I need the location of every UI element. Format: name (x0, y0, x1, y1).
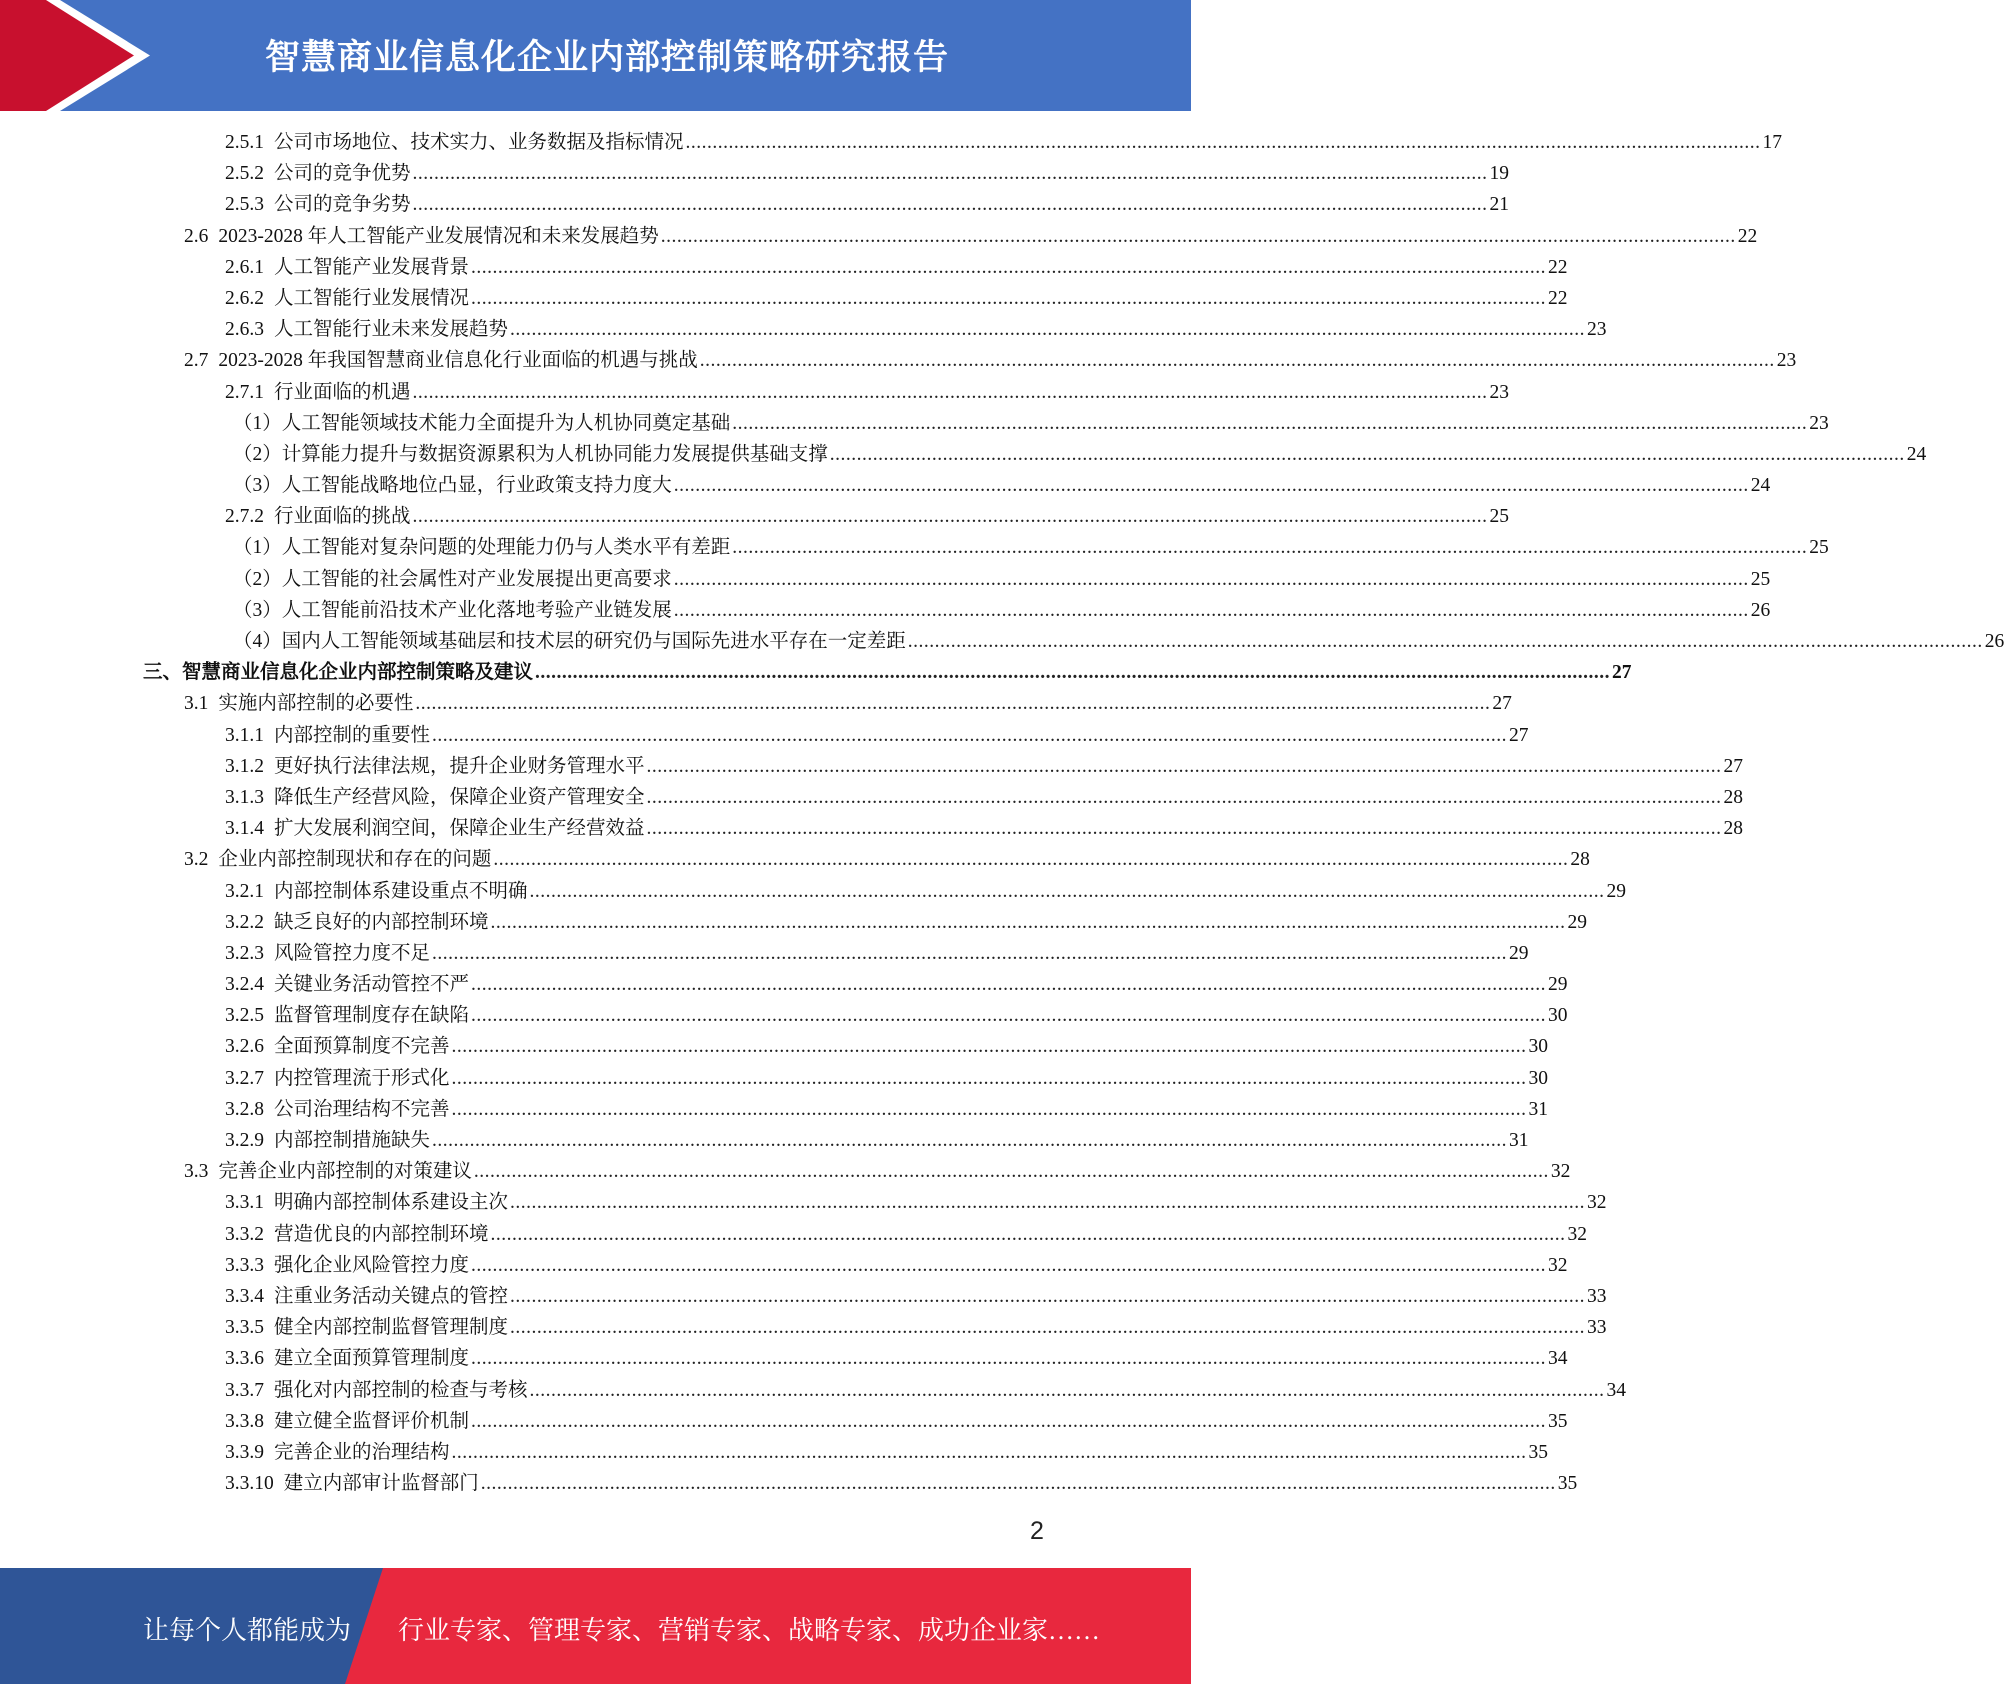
toc-entry-title: 风险管控力度不足 (274, 942, 431, 964)
toc-entry-title: 健全内部控制监督管理制度 (274, 1317, 509, 1339)
toc-entry-number: 3.1.1 (225, 724, 264, 746)
page-number: 2 (1030, 1517, 1044, 1545)
toc-entry[interactable] (0, 127, 1783, 158)
toc-entry-page: 23 (1587, 319, 1607, 341)
toc-entry-page: 35 (1557, 1473, 1578, 1495)
toc-leader-dots: ........................................................................................................................................................................................................ (412, 194, 1488, 216)
toc-entry-title: 公司的竞争劣势 (274, 194, 411, 216)
toc-entry-page: 27 (1612, 662, 1632, 684)
toc-entry[interactable] (0, 1343, 1568, 1374)
toc-entry-page: 32 (1567, 1223, 1588, 1245)
toc-entry-number: 3.2.1 (225, 880, 264, 902)
toc-entry-page: 33 (1587, 1317, 1607, 1339)
toc-entry-page: 22 (1548, 287, 1568, 309)
toc-entry-page: 29 (1509, 942, 1529, 964)
toc-entry[interactable] (0, 626, 2004, 657)
toc-leader-dots: ........................................................................................................................................................................................................ (490, 1223, 1566, 1245)
toc-leader-dots: ........................................................................................................................................................................................................ (510, 1285, 1586, 1307)
toc-entry-page: 29 (1567, 911, 1588, 933)
toc-entry-number: 3.2.3 (225, 942, 264, 964)
toc-entry[interactable] (0, 408, 1829, 439)
toc-entry-title: 智慧商业信息化企业内部控制策略及建议 (182, 662, 534, 684)
toc-leader-dots: ........................................................................................................................................................................................................ (480, 1473, 1556, 1495)
toc-entry-number: 3.2.8 (225, 1098, 264, 1120)
toc-entry-page: 24 (1750, 475, 1771, 497)
toc-entry-title: 建立健全监督评价机制 (274, 1410, 470, 1432)
toc-entry-page: 27 (1723, 755, 1744, 777)
toc-entry-title: 更好执行法律法规，提升企业财务管理水平 (274, 755, 645, 777)
toc-entry-number: 3.3.7 (225, 1379, 264, 1401)
toc-entry-title: 降低生产经营风险，保障企业资产管理安全 (274, 786, 645, 808)
toc-entry-title: 内部控制的重要性 (274, 724, 431, 746)
toc-entry-number: 2.6.1 (225, 256, 264, 278)
toc-leader-dots: ........................................................................................................................................................................................................ (646, 818, 1722, 840)
toc-leader-dots: ........................................................................................................................................................................................................ (451, 1036, 1527, 1058)
toc-entry-page: 26 (1984, 631, 2004, 652)
toc-leader-dots: ........................................................................................................................................................................................................ (660, 225, 1736, 247)
toc-entry-page: 27 (1509, 724, 1529, 746)
toc-entry-page: 28 (1723, 818, 1744, 840)
toc-entry[interactable] (0, 1375, 1627, 1406)
toc-leader-dots: ........................................................................................................................................................................................................ (907, 631, 1983, 652)
toc-entry-number: 3.2.7 (225, 1067, 264, 1089)
toc-entry-page: 33 (1587, 1285, 1607, 1307)
toc-entry[interactable] (0, 345, 1797, 376)
toc-entry-title: 监督管理制度存在缺陷 (274, 1005, 470, 1027)
toc-entry-title: 人工智能战略地位凸显，行业政策支持力度大 (281, 475, 672, 497)
toc-entry-number: 3.2.2 (225, 911, 264, 933)
toc-leader-dots: ........................................................................................................................................................................................................ (412, 163, 1488, 185)
document-title: 智慧商业信息化企业内部控制策略研究报告 (265, 38, 950, 78)
toc-entry-number: 3.2.4 (225, 974, 264, 996)
toc-leader-dots: ........................................................................................................................................................................................................ (432, 724, 1508, 746)
toc-entry-page: 26 (1750, 599, 1771, 621)
toc-entry-number: 3.3.8 (225, 1410, 264, 1432)
toc-entry-title: 实施内部控制的必要性 (218, 693, 414, 715)
toc-entry[interactable] (0, 564, 1771, 595)
toc-leader-dots: ........................................................................................................................................................................................................ (510, 319, 1586, 341)
toc-entry-number: （4） (233, 631, 282, 652)
toc-entry-number: 3.3.1 (225, 1192, 264, 1214)
toc-entry[interactable] (0, 688, 1512, 719)
toc-leader-dots: ........................................................................................................................................................................................................ (412, 506, 1488, 528)
toc-entry-number: 2.6.2 (225, 287, 264, 309)
toc-entry[interactable] (0, 1250, 1568, 1281)
toc-entry-page: 30 (1528, 1067, 1549, 1089)
toc-entry-number: 3.2.5 (225, 1005, 264, 1027)
toc-entry[interactable] (0, 1063, 1549, 1094)
toc-leader-dots: ........................................................................................................................................................................................................ (529, 880, 1605, 902)
toc-entry-page: 23 (1489, 381, 1510, 403)
toc-entry-number: 3.1.4 (225, 818, 264, 840)
toc-entry-page: 22 (1548, 256, 1568, 278)
toc-entry-number: （3） (233, 475, 282, 497)
toc-leader-dots: ........................................................................................................................................................................................................ (673, 599, 1749, 621)
toc-entry-page: 32 (1548, 1254, 1568, 1276)
footer-slogan-left: 让每个人都能成为 (143, 1616, 352, 1645)
table-of-contents (0, 127, 2004, 1499)
toc-leader-dots: ........................................................................................................................................................................................................ (471, 287, 1547, 309)
toc-entry-page: 34 (1606, 1379, 1627, 1401)
toc-entry[interactable] (0, 158, 1510, 189)
toc-entry-page: 35 (1548, 1410, 1568, 1432)
toc-entry-number: 3.1 (184, 693, 209, 715)
toc-leader-dots: ........................................................................................................................................................................................................ (685, 132, 1761, 153)
toc-entry[interactable] (0, 1156, 1571, 1187)
toc-entry[interactable] (0, 969, 1568, 1000)
toc-entry-number: 3.1.2 (225, 755, 264, 777)
toc-entry-title: 建立内部审计监督部门 (283, 1473, 479, 1495)
toc-entry-title: 注重业务活动关键点的管控 (274, 1285, 509, 1307)
toc-entry-number: 3.2.6 (225, 1036, 264, 1058)
toc-leader-dots: ........................................................................................................................................................................................................ (451, 1098, 1527, 1120)
toc-leader-dots: ........................................................................................................................................................................................................ (471, 1005, 1547, 1027)
toc-entry-number: （1） (233, 537, 282, 559)
toc-entry-number: 3.2 (184, 849, 209, 871)
footer-slogan-right: 行业专家、管理专家、营销专家、战略专家、成功企业家…… (398, 1616, 1101, 1645)
toc-leader-dots: ........................................................................................................................................................................................................ (493, 849, 1569, 871)
toc-entry-title: 内部控制措施缺失 (274, 1130, 431, 1151)
toc-entry-page: 30 (1548, 1005, 1568, 1027)
toc-entry[interactable] (0, 470, 1771, 501)
toc-leader-dots: ........................................................................................................................................................................................................ (415, 693, 1491, 715)
toc-entry-page: 28 (1723, 786, 1744, 808)
toc-entry-page: 29 (1548, 974, 1568, 996)
toc-entry-title: 国内人工智能领域基础层和技术层的研究仍与国际先进水平存在一定差距 (281, 631, 906, 652)
toc-entry-title: 全面预算制度不完善 (274, 1036, 450, 1058)
toc-entry[interactable] (0, 221, 1758, 252)
toc-entry-page: 31 (1509, 1130, 1529, 1151)
toc-entry-title: 扩大发展利润空间，保障企业生产经营效益 (274, 818, 645, 840)
toc-entry[interactable] (0, 938, 1529, 969)
toc-leader-dots: ........................................................................................................................................................................................................ (490, 911, 1566, 933)
toc-entry-title: 强化对内部控制的检查与考核 (274, 1379, 528, 1401)
toc-entry-title: 公司的竞争优势 (274, 163, 411, 185)
toc-entry-page: 23 (1809, 412, 1829, 434)
toc-leader-dots: ........................................................................................................................................................................................................ (510, 1192, 1586, 1214)
toc-leader-dots: ........................................................................................................................................................................................................ (535, 662, 1611, 684)
toc-leader-dots: ........................................................................................................................................................................................................ (451, 1441, 1527, 1463)
toc-entry-number: 3.3.6 (225, 1348, 264, 1370)
toc-entry-number: （3） (233, 599, 282, 621)
toc-entry[interactable] (0, 1000, 1568, 1031)
toc-entry[interactable] (0, 720, 1529, 751)
toc-entry-page: 19 (1489, 163, 1510, 185)
toc-entry-number: 3.3.3 (225, 1254, 264, 1276)
toc-entry[interactable] (0, 1187, 1607, 1218)
toc-entry[interactable] (0, 782, 1744, 813)
toc-entry-number: 3.3.4 (225, 1285, 264, 1307)
toc-entry-number: 2.6.3 (225, 319, 264, 341)
footer-band (0, 1568, 1191, 1684)
toc-entry-title: 人工智能行业发展情况 (274, 287, 470, 309)
toc-entry[interactable] (0, 844, 1590, 875)
toc-entry[interactable] (0, 595, 1771, 626)
toc-entry-title: 内部控制体系建设重点不明确 (274, 880, 528, 902)
toc-entry-number: 2.7.1 (225, 381, 264, 403)
toc-entry[interactable] (0, 439, 1927, 470)
toc-entry[interactable] (0, 1312, 1607, 1343)
toc-entry-page: 28 (1570, 849, 1590, 871)
toc-entry-page: 31 (1528, 1098, 1549, 1120)
toc-leader-dots: ........................................................................................................................................................................................................ (646, 755, 1722, 777)
toc-entry-title: 营造优良的内部控制环境 (274, 1223, 489, 1245)
toc-entry[interactable] (0, 1094, 1549, 1125)
toc-entry-number: 2.7 (184, 350, 209, 372)
toc-entry-number: 2.7.2 (225, 506, 264, 528)
toc-entry-page: 27 (1492, 693, 1512, 715)
toc-entry-title: 2023-2028 年我国智慧商业信息化行业面临的机遇与挑战 (218, 350, 698, 372)
toc-entry[interactable] (0, 1125, 1529, 1156)
toc-leader-dots: ........................................................................................................................................................................................................ (471, 1410, 1547, 1432)
toc-entry-number: （2） (233, 443, 282, 465)
toc-entry[interactable] (0, 657, 1632, 688)
toc-entry-page: 25 (1809, 537, 1829, 559)
toc-leader-dots: ........................................................................................................................................................................................................ (471, 1348, 1547, 1370)
toc-entry-title: 缺乏良好的内部控制环境 (274, 911, 489, 933)
toc-entry-title: 关键业务活动管控不严 (274, 974, 470, 996)
toc-entry-page: 34 (1548, 1348, 1568, 1370)
toc-entry-title: 强化企业风险管控力度 (274, 1254, 470, 1276)
toc-entry-title: 人工智能前沿技术产业化落地考验产业链发展 (281, 599, 672, 621)
toc-leader-dots: ........................................................................................................................................................................................................ (471, 1254, 1547, 1276)
toc-entry[interactable] (0, 314, 1607, 345)
toc-entry-number: 3.3.2 (225, 1223, 264, 1245)
header-band (0, 0, 1191, 111)
toc-leader-dots: ........................................................................................................................................................................................................ (732, 537, 1808, 559)
toc-entry[interactable] (0, 1468, 1578, 1499)
toc-leader-dots: ........................................................................................................................................................................................................ (412, 381, 1488, 403)
toc-entry[interactable] (0, 189, 1510, 220)
toc-entry-title: 人工智能产业发展背景 (274, 256, 470, 278)
toc-entry-title: 内控管理流于形式化 (274, 1067, 450, 1089)
toc-leader-dots: ........................................................................................................................................................................................................ (673, 568, 1749, 590)
toc-leader-dots: ........................................................................................................................................................................................................ (432, 1130, 1508, 1151)
toc-entry-page: 32 (1550, 1161, 1571, 1183)
toc-entry-number: 2.6 (184, 225, 209, 247)
toc-entry[interactable] (0, 501, 1510, 532)
toc-leader-dots: ........................................................................................................................................................................................................ (510, 1317, 1586, 1339)
toc-leader-dots: ........................................................................................................................................................................................................ (473, 1161, 1549, 1183)
toc-entry-page: 23 (1776, 350, 1797, 372)
toc-leader-dots: ........................................................................................................................................................................................................ (829, 443, 1905, 465)
toc-entry-title: 计算能力提升与数据资源累积为人机协同能力发展提供基础支撑 (281, 443, 828, 465)
toc-entry[interactable] (0, 876, 1627, 907)
toc-leader-dots: ........................................................................................................................................................................................................ (471, 256, 1547, 278)
toc-entry[interactable] (0, 751, 1744, 782)
toc-entry-number: （1） (233, 412, 282, 434)
toc-leader-dots: ........................................................................................................................................................................................................ (471, 974, 1547, 996)
toc-entry[interactable] (0, 1406, 1568, 1437)
toc-leader-dots: ........................................................................................................................................................................................................ (673, 475, 1749, 497)
toc-entry-title: 完善企业的治理结构 (274, 1441, 450, 1463)
toc-entry-title: 企业内部控制现状和存在的问题 (218, 849, 492, 871)
toc-entry[interactable] (0, 377, 1510, 408)
toc-entry[interactable] (0, 532, 1829, 563)
toc-entry-number: 三、 (143, 662, 183, 684)
header-arrow-decoration (0, 0, 160, 111)
toc-entry-page: 21 (1489, 194, 1510, 216)
toc-entry-number: 3.3.9 (225, 1441, 264, 1463)
toc-entry-title: 明确内部控制体系建设主次 (274, 1192, 509, 1214)
toc-entry-title: 行业面临的机遇 (274, 381, 411, 403)
toc-leader-dots: ........................................................................................................................................................................................................ (732, 412, 1808, 434)
toc-entry[interactable] (0, 813, 1744, 844)
toc-entry-page: 35 (1528, 1441, 1549, 1463)
toc-entry-number: 3.3.10 (225, 1473, 274, 1495)
toc-leader-dots: ........................................................................................................................................................................................................ (646, 786, 1722, 808)
toc-entry-title: 公司治理结构不完善 (274, 1098, 450, 1120)
toc-leader-dots: ........................................................................................................................................................................................................ (451, 1067, 1527, 1089)
toc-entry[interactable] (0, 907, 1588, 938)
toc-entry-title: 行业面临的挑战 (274, 506, 411, 528)
toc-entry-number: 3.2.9 (225, 1130, 264, 1151)
toc-entry-title: 建立全面预算管理制度 (274, 1348, 470, 1370)
toc-entry[interactable] (0, 252, 1568, 283)
toc-entry-page: 17 (1762, 132, 1783, 153)
toc-entry-title: 2023-2028 年人工智能产业发展情况和未来发展趋势 (218, 225, 659, 247)
toc-entry-page: 30 (1528, 1036, 1549, 1058)
toc-entry[interactable] (0, 283, 1568, 314)
toc-leader-dots: ........................................................................................................................................................................................................ (432, 942, 1508, 964)
toc-leader-dots: ........................................................................................................................................................................................................ (699, 350, 1775, 372)
toc-entry-number: 3.3.5 (225, 1317, 264, 1339)
toc-entry-page: 32 (1587, 1192, 1607, 1214)
toc-entry-title: 人工智能领域技术能力全面提升为人机协同奠定基础 (281, 412, 731, 434)
toc-entry[interactable] (0, 1281, 1607, 1312)
toc-entry-number: （2） (233, 568, 282, 590)
toc-entry-title: 人工智能行业未来发展趋势 (274, 319, 509, 341)
toc-leader-dots: ........................................................................................................................................................................................................ (529, 1379, 1605, 1401)
toc-entry[interactable] (0, 1219, 1588, 1250)
toc-entry-page: 25 (1750, 568, 1771, 590)
toc-entry-number: 3.1.3 (225, 786, 264, 808)
toc-entry[interactable] (0, 1031, 1549, 1062)
toc-entry-page: 29 (1606, 880, 1627, 902)
toc-entry-title: 人工智能对复杂问题的处理能力仍与人类水平有差距 (281, 537, 731, 559)
toc-entry-title: 公司市场地位、技术实力、业务数据及指标情况 (274, 132, 684, 153)
toc-entry-number: 2.5.2 (225, 163, 264, 185)
toc-entry-page: 24 (1906, 443, 1927, 465)
toc-entry-page: 25 (1489, 506, 1510, 528)
toc-entry-page: 22 (1737, 225, 1758, 247)
toc-entry-title: 人工智能的社会属性对产业发展提出更高要求 (281, 568, 672, 590)
toc-entry-number: 3.3 (184, 1161, 209, 1183)
toc-entry[interactable] (0, 1437, 1549, 1468)
toc-entry-number: 2.5.1 (225, 132, 264, 153)
toc-entry-title: 完善企业内部控制的对策建议 (218, 1161, 472, 1183)
toc-entry-number: 2.5.3 (225, 194, 264, 216)
